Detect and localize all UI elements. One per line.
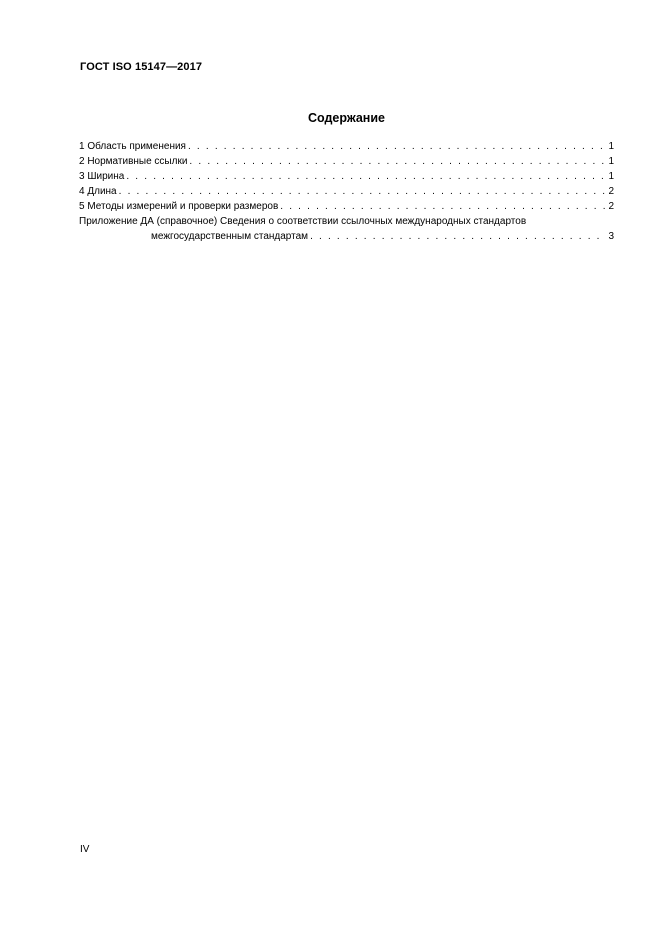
- toc-leader-dots: [280, 199, 606, 214]
- toc-entry-page: 2: [608, 201, 614, 212]
- toc-leader-dots: [189, 154, 606, 169]
- toc-annex-row: [79, 229, 614, 244]
- toc-entry-normative-references[interactable]: [79, 154, 614, 169]
- toc-entry-page: 3: [608, 231, 614, 242]
- toc-entry-label: 4 Длина: [79, 186, 117, 197]
- document-header: ГОСТ ISO 15147—2017: [80, 61, 203, 73]
- toc-entry-page: 1: [608, 171, 614, 182]
- toc-entry-page: 2: [608, 186, 614, 197]
- toc-entry-label: 1 Область применения: [79, 141, 186, 152]
- toc-entry-page: 1: [608, 156, 614, 167]
- toc-entry-length[interactable]: [79, 184, 614, 199]
- toc-leader-dots: [188, 139, 606, 154]
- table-of-contents: [79, 139, 614, 244]
- toc-entry-label: 5 Методы измерений и проверки размеров: [79, 201, 279, 212]
- toc-entry-page: 1: [608, 141, 614, 152]
- toc-title: Содержание: [307, 111, 385, 125]
- toc-entry-label: 2 Нормативные ссылки: [79, 156, 188, 167]
- toc-entry-annex[interactable]: [79, 214, 614, 244]
- toc-leader-dots: [310, 229, 606, 244]
- toc-entry-label: 3 Ширина: [79, 171, 125, 182]
- toc-leader-dots: [126, 169, 606, 184]
- toc-entry-width[interactable]: [79, 169, 614, 184]
- toc-leader-dots: [119, 184, 607, 199]
- toc-entry-measurement-methods[interactable]: [79, 199, 614, 214]
- toc-annex-label-line1: Приложение ДА (справочное) Сведения о соответствии ссылочных международных стандартов: [79, 216, 527, 227]
- toc-annex-label-line2: межгосударственным стандартам: [151, 231, 309, 242]
- toc-entry-scope[interactable]: [79, 139, 614, 154]
- page-number: IV: [80, 844, 90, 855]
